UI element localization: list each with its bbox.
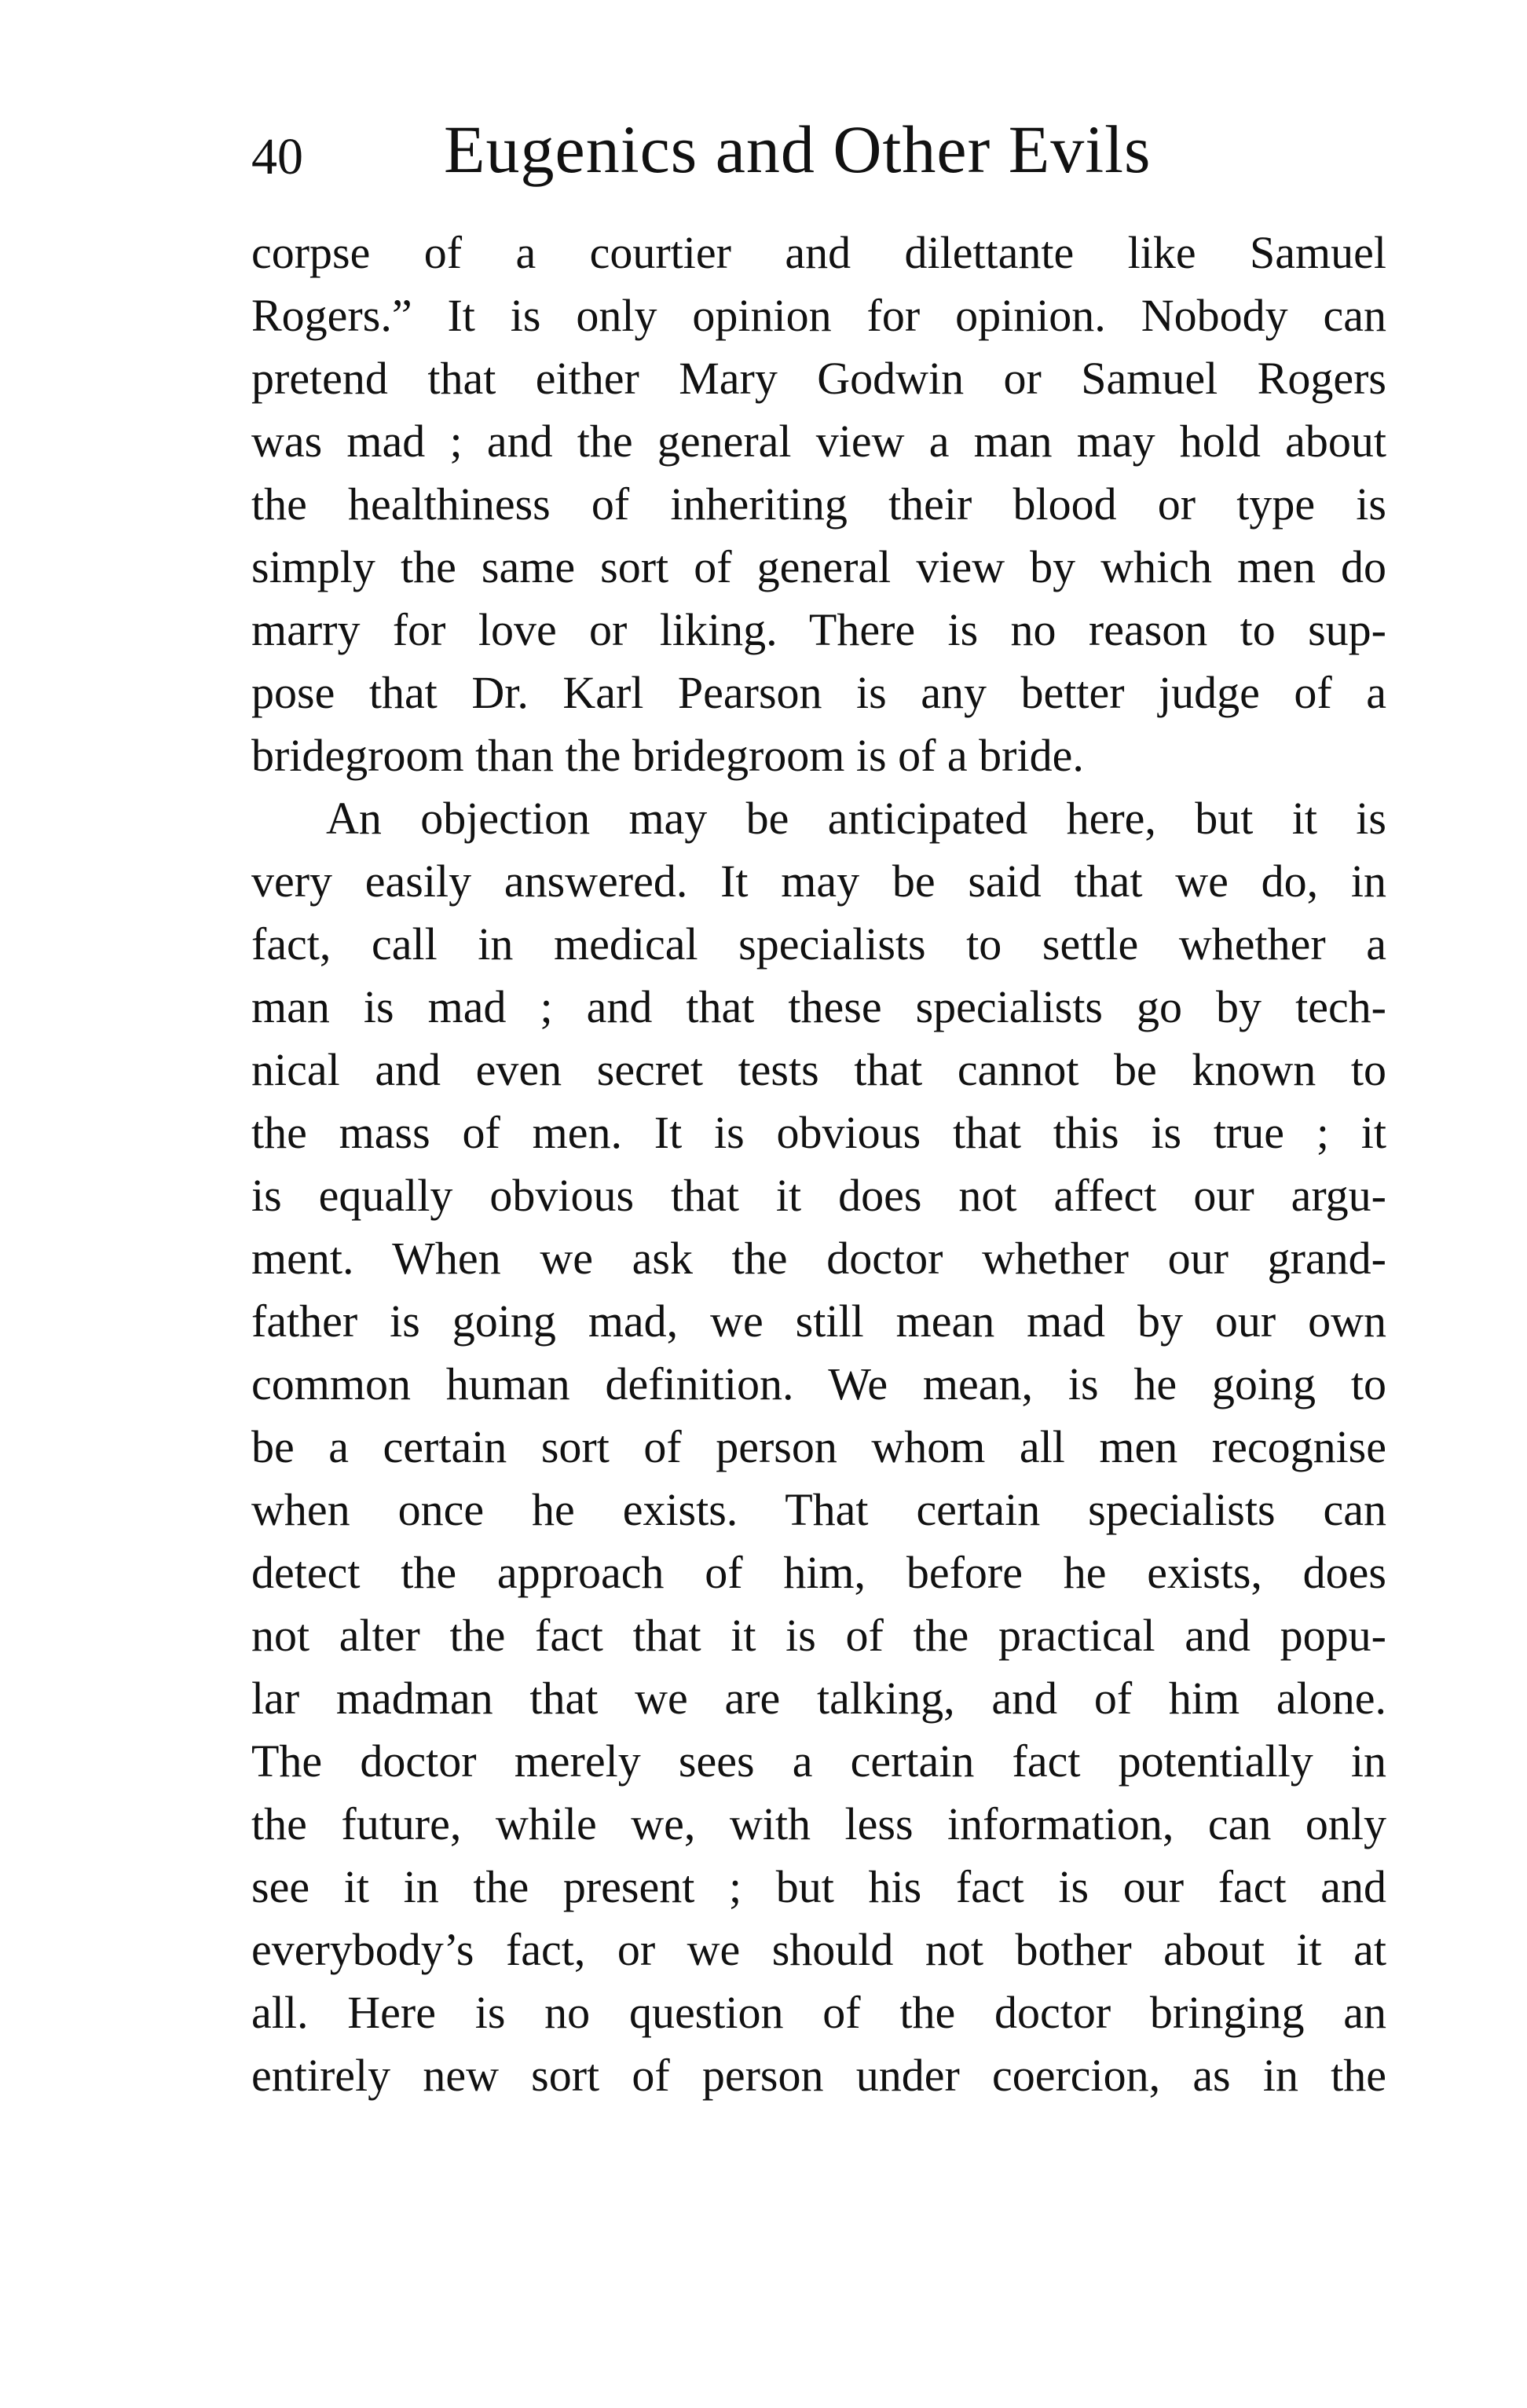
text-line: see it in the present ; but his fact is our fact and <box>251 1861 1386 1912</box>
running-title: Eugenics and Other Evils <box>444 112 1152 187</box>
text-line: detect the approach of him, before he exists, does <box>251 1547 1386 1598</box>
text-line: simply the same sort of general view by which men do <box>251 541 1386 592</box>
text-line: lar madman that we are talking, and of him alone. <box>251 1673 1386 1724</box>
text-line: the healthiness of inheriting their blood or type is <box>251 478 1386 530</box>
text-line: be a certain sort of person whom all men recognise <box>251 1421 1386 1472</box>
text-line: nical and even secret tests that cannot be known to <box>251 1044 1386 1095</box>
text-line: when once he exists. That certain specialists can <box>251 1484 1386 1535</box>
text-line: not alter the fact that it is of the practical and popu- <box>251 1610 1386 1661</box>
text-line: marry for love or liking. There is no reason to sup- <box>251 604 1386 655</box>
text-line: The doctor merely sees a certain fact potentially in <box>251 1735 1386 1787</box>
text-line: entirely new sort of person under coercion, as in the <box>251 2050 1386 2101</box>
text-line: common human definition. We mean, is he going to <box>251 1358 1386 1409</box>
text-line: is equally obvious that it does not affect our argu- <box>251 1170 1386 1221</box>
text-line: father is going mad, we still mean mad by our own <box>251 1296 1386 1347</box>
text-line: everybody’s fact, or we should not bother about it at <box>251 1924 1386 1975</box>
text-line: An objection may be anticipated here, but it is <box>326 793 1386 844</box>
text-line: the mass of men. It is obvious that this is true ; it <box>251 1107 1386 1158</box>
text-line: was mad ; and the general view a man may hold about <box>251 416 1386 467</box>
text-line: fact, call in medical specialists to settle whether a <box>251 918 1386 969</box>
text-line: Rogers.” It is only opinion for opinion. Nobody can <box>251 290 1386 341</box>
text-line: corpse of a courtier and dilettante like Samuel <box>251 227 1386 278</box>
text-line: all. Here is no question of the doctor bringing an <box>251 1987 1386 2038</box>
text-line: pose that Dr. Karl Pearson is any better judge of a <box>251 667 1386 718</box>
running-header <box>251 110 1390 196</box>
text-line: the future, while we, with less information, can only <box>251 1798 1386 1849</box>
body-text <box>251 222 1386 2107</box>
text-line: very easily answered. It may be said that we do, in <box>251 856 1386 907</box>
paragraph <box>251 222 1386 787</box>
text-line: pretend that either Mary Godwin or Samuel Rogers <box>251 353 1386 404</box>
text-line: bridegroom than the bridegroom is of a bride. <box>251 730 1084 781</box>
text-line: ment. When we ask the doctor whether our grand- <box>251 1233 1386 1284</box>
text-line: man is mad ; and that these specialists go by tech- <box>251 981 1386 1032</box>
paragraph <box>251 787 1386 2107</box>
page-number: 40 <box>251 128 303 185</box>
